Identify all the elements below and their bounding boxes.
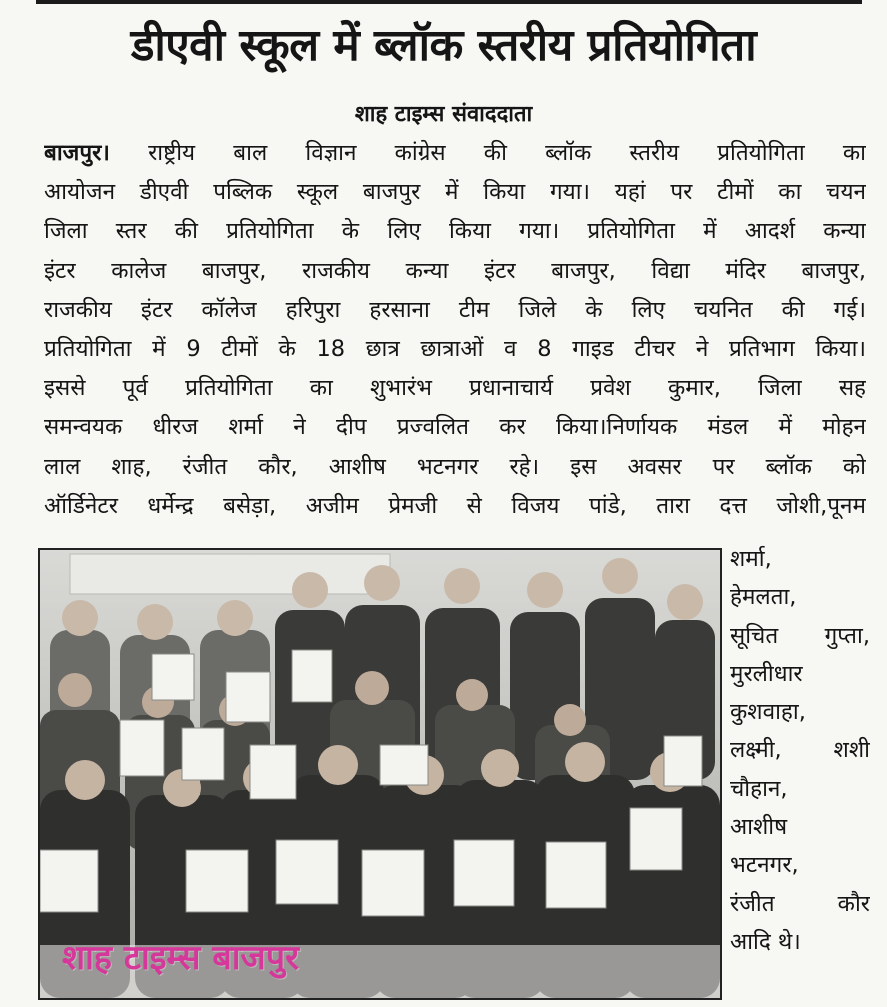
side-line: शर्मा, <box>730 546 772 572</box>
article-body <box>44 134 866 526</box>
side-line: रंजीत कौर <box>730 890 870 917</box>
side-line: लक्ष्मी, शशी <box>730 737 870 764</box>
side-line: मुरलीधार <box>730 660 803 687</box>
article-line: इससे पूर्व प्रतियोगिता का शुभारंभ प्रधानाचार्य प्रवेश कुमार, जिला सह <box>44 375 866 402</box>
side-line: हेमलता, <box>730 584 797 611</box>
article-line: लाल शाह, रंजीत कौर, आशीष भटनगर रहे। इस अवसर पर ब्लॉक को <box>44 453 866 480</box>
side-line: भटनगर, <box>730 852 799 879</box>
article-line: राजकीय इंटर कॉलेज हरिपुरा हरसाना टीम जिले के लिए चयनित की गई। <box>44 296 866 323</box>
side-column <box>730 540 870 961</box>
side-line: आशीष <box>730 814 788 841</box>
article-line: समन्वयक धीरज शर्मा ने दीप प्रज्वलित कर किया।निर्णायक मंडल में मोहन <box>44 414 866 441</box>
side-line: आदि थे। <box>730 928 801 955</box>
group-photo <box>38 548 722 1000</box>
article-line: आयोजन डीएवी पब्लिक स्कूल बाजपुर में किया गया। यहां पर टीमों का चयन <box>44 179 866 206</box>
side-line: सूचित गुप्ता, <box>730 622 870 649</box>
headline: डीएवी स्कूल में ब्लॉक स्तरीय प्रतियोगिता <box>130 20 757 71</box>
article-line: प्रतियोगिता में 9 टीमों के 18 छात्र छात्राओं व 8 गाइड टीचर ने प्रतिभाग किया। <box>44 335 866 362</box>
article-line: ऑर्डिनेटर धर्मेन्द्र बसेड़ा, अजीम प्रेमजी से विजय पांडे, तारा दत्त जोशी,पूनम <box>44 492 866 519</box>
article-line: बाजपुर। राष्ट्रीय बाल विज्ञान कांग्रेस की ब्लॉक स्तरीय प्रतियोगिता का <box>44 140 866 166</box>
article-line: इंटर कालेज बाजपुर, राजकीय कन्या इंटर बाजपुर, विद्या मंदिर बाजपुर, <box>44 257 866 284</box>
side-line: कुशवाहा, <box>730 699 806 726</box>
dateline: बाजपुर। <box>44 140 110 166</box>
byline: शाह टाइम्स संवाददाता <box>354 102 533 127</box>
side-line: चौहान, <box>730 775 788 802</box>
top-rule <box>36 0 862 4</box>
article-line: जिला स्तर की प्रतियोगिता के लिए किया गया। प्रतियोगिता में आदर्श कन्या <box>44 218 866 245</box>
photo-watermark: शाह टाइम्स बाजपुर <box>62 938 299 978</box>
